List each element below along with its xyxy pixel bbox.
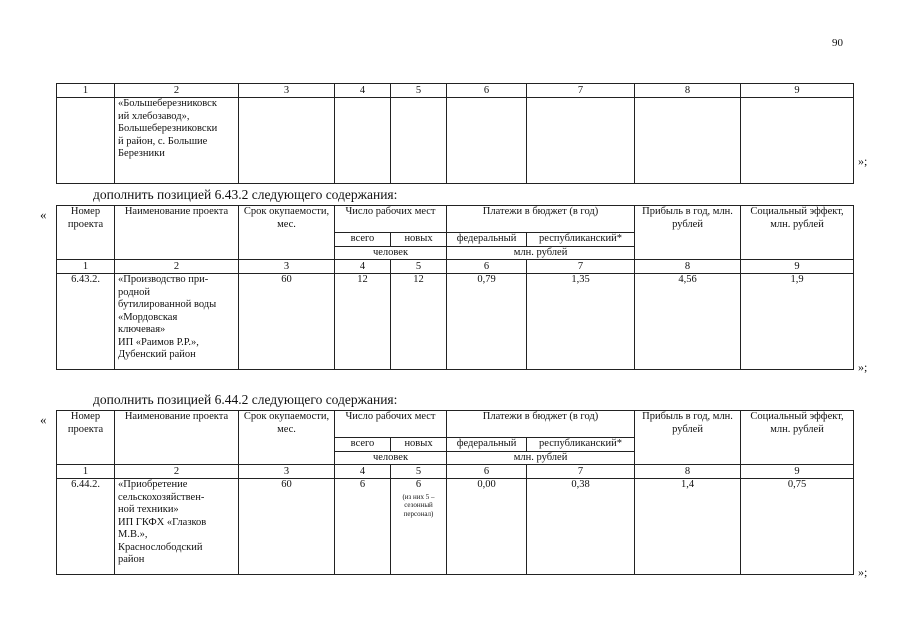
col-num: 3 [239, 465, 335, 479]
header-mln: млн. рублей [447, 451, 635, 465]
project-number: 6.43.2. [57, 274, 115, 370]
column-number-row [57, 465, 854, 479]
profit-value: 1,4 [635, 479, 741, 575]
header-profit: Прибыль в год, млн. рублей [635, 206, 741, 260]
col-num: 3 [239, 260, 335, 274]
col-num: 1 [57, 260, 115, 274]
col-num: 4 [335, 84, 391, 98]
payback-value: 60 [239, 274, 335, 370]
header-number: Номер проекта [57, 411, 115, 465]
name-line: ий хлебозавод», [118, 110, 190, 122]
col-num: 7 [527, 465, 635, 479]
name-line: Краснослободский [118, 541, 203, 553]
profit-value: 4,56 [635, 274, 741, 370]
col-num: 6 [447, 465, 527, 479]
col-num: 2 [115, 260, 239, 274]
col-num: 1 [57, 465, 115, 479]
project-table [56, 410, 853, 575]
page-number: 90 [832, 37, 843, 49]
project-name-cell [115, 274, 239, 370]
project-number: 6.44.2. [57, 479, 115, 575]
jobs-total-value: 6 [335, 479, 391, 575]
table-row [57, 479, 854, 575]
name-line: Березники [118, 148, 165, 159]
jobs-total-value: 12 [335, 274, 391, 370]
col-num: 2 [115, 84, 239, 98]
col-num: 1 [57, 84, 115, 98]
col-num: 4 [335, 465, 391, 479]
header-social: Социальный эффект, млн. рублей [741, 411, 854, 465]
col-num: 8 [635, 465, 741, 479]
payback-value: 60 [239, 479, 335, 575]
header-name: Наименование проекта [115, 411, 239, 465]
project-table [56, 205, 853, 370]
header-number: Номер проекта [57, 206, 115, 260]
col-num: 5 [391, 84, 447, 98]
name-line: ИП ГКФХ «Глазков [118, 516, 207, 528]
header-name: Наименование проекта [115, 206, 239, 260]
name-line: ИП «Раимов Р.Р.», [118, 336, 199, 348]
name-line: Дубенский район [118, 349, 196, 360]
open-quote: « [40, 207, 47, 222]
header-jobs-total: всего [335, 233, 391, 247]
col-num: 8 [635, 260, 741, 274]
header-federal: федеральный [447, 438, 527, 452]
name-line: Большеберезниковски [118, 123, 218, 134]
social-value: 1,9 [741, 274, 854, 370]
project-name-cell [115, 479, 239, 575]
header-republic: республиканский* [527, 438, 635, 452]
section-intro: дополнить позицией 6.44.2 следующего содержания: [93, 392, 398, 407]
jobs-new-note: (из них 5 – сезонный персонал) [402, 492, 435, 518]
col-num: 5 [391, 465, 447, 479]
federal-value: 0,79 [447, 274, 527, 370]
col-num: 3 [239, 84, 335, 98]
name-line: «Производство при- [118, 274, 209, 285]
name-line: бутилированной воды [118, 299, 217, 310]
table-row [57, 98, 854, 184]
name-line: «Большеберезниковск [118, 98, 217, 109]
header-people: человек [335, 451, 447, 465]
header-social: Социальный эффект, млн. рублей [741, 206, 854, 260]
header-jobs-total: всего [335, 438, 391, 452]
end-mark: »; [858, 565, 868, 579]
name-line: ной техники» [118, 504, 179, 515]
col-num: 4 [335, 260, 391, 274]
end-mark: »; [858, 154, 868, 168]
header-jobs-new: новых [391, 233, 447, 247]
jobs-new-value: 6 [415, 479, 422, 490]
col-num: 6 [447, 260, 527, 274]
section-intro: дополнить позицией 6.43.2 следующего содержания: [93, 187, 398, 202]
header-jobs-new: новых [391, 438, 447, 452]
name-line: «Приобретение [118, 479, 188, 490]
header-payback: Срок окупаемости, мес. [239, 206, 335, 260]
header-budget: Платежи в бюджет (в год) [447, 206, 635, 233]
name-line: М.В.», [118, 529, 148, 540]
col-num: 5 [391, 260, 447, 274]
header-payback: Срок окупаемости, мес. [239, 411, 335, 465]
carry-over-table [56, 83, 853, 184]
name-line: сельскохозяйствен- [118, 491, 205, 503]
column-number-row [57, 260, 854, 274]
name-line: й район, с. Большие [118, 135, 208, 147]
col-num: 2 [115, 465, 239, 479]
republic-value: 0,38 [527, 479, 635, 575]
column-number-row [57, 84, 854, 98]
header-budget: Платежи в бюджет (в год) [447, 411, 635, 438]
col-num: 9 [741, 465, 854, 479]
table-row [57, 274, 854, 370]
name-line: родной [118, 286, 151, 298]
open-quote: « [40, 412, 47, 427]
social-value: 0,75 [741, 479, 854, 575]
jobs-new-cell [391, 479, 447, 575]
header-profit: Прибыль в год, млн. рублей [635, 411, 741, 465]
header-jobs: Число рабочих мест [335, 206, 447, 233]
header-jobs: Число рабочих мест [335, 411, 447, 438]
col-num: 8 [635, 84, 741, 98]
header-people: человек [335, 246, 447, 260]
header-federal: федеральный [447, 233, 527, 247]
header-mln: млн. рублей [447, 246, 635, 260]
jobs-new-value: 12 [391, 274, 447, 370]
end-mark: »; [858, 360, 868, 374]
federal-value: 0,00 [447, 479, 527, 575]
col-num: 9 [741, 84, 854, 98]
republic-value: 1,35 [527, 274, 635, 370]
project-name-cell [115, 98, 239, 184]
col-num: 9 [741, 260, 854, 274]
col-num: 7 [527, 260, 635, 274]
header-republic: республиканский* [527, 233, 635, 247]
name-line: «Мордовская [118, 311, 178, 323]
name-line: ключевая» [118, 324, 166, 335]
col-num: 6 [447, 84, 527, 98]
col-num: 7 [527, 84, 635, 98]
name-line: район [118, 554, 145, 565]
